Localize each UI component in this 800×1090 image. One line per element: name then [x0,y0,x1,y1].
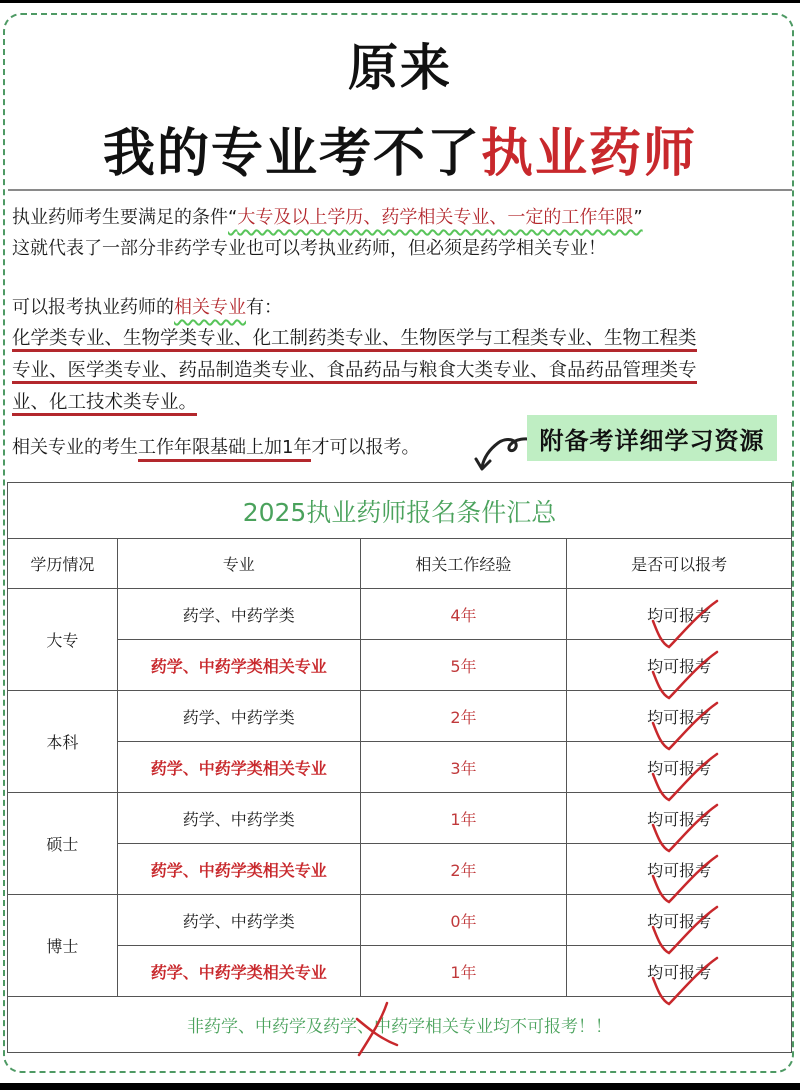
eligible-cell [567,640,792,691]
study-resources-badge[interactable]: 附备考详细学习资源 [527,415,777,461]
intro-highlight [228,207,643,228]
education-cell: 博士 [8,895,118,997]
eligible-text: 均可报考 [647,605,712,625]
eligible-text: 均可报考 [647,707,712,727]
eligible-cell [567,946,792,997]
quote-open: “ [228,207,238,228]
table-row [8,589,792,640]
related-majors-list [12,323,792,419]
quote-close: ” [633,207,643,228]
years-cell: 3年 [360,742,567,793]
header-major: 专业 [117,539,360,589]
major-cell: 药学、中药学类 [117,691,360,742]
years-cell: 1年 [360,793,567,844]
years-cell: 1年 [360,946,567,997]
years-cell: 2年 [360,691,567,742]
eligibility-table [7,482,792,1053]
eligible-cell [567,691,792,742]
eligible-text: 均可报考 [647,809,712,829]
education-cell: 硕士 [8,793,118,895]
note-prefix: 相关专业的考生 [12,437,138,458]
table-row [8,640,792,691]
major-cell: 药学、中药学类相关专业 [117,742,360,793]
title-line-1: 原来 [348,39,452,97]
major-cell: 药学、中药学类相关专业 [117,946,360,997]
major-cell: 药学、中药学类 [117,895,360,946]
major-cell: 药学、中药学类 [117,793,360,844]
title-line-2 [0,111,800,186]
table-header-row [8,539,792,589]
eligible-text: 均可报考 [647,911,712,931]
majors-line-3: 业、化工技术类专业。 [12,392,197,416]
related-lead-prefix: 可以报考执业药师的 [12,297,174,318]
table-row [8,793,792,844]
related-lead-highlight: 相关专业 [174,297,246,318]
divider [8,189,792,191]
eligible-cell [567,793,792,844]
years-cell: 2年 [360,844,567,895]
note-suffix: 才可以报考。 [311,437,420,458]
eligible-cell [567,589,792,640]
header-education: 学历情况 [8,539,118,589]
major-cell: 药学、中药学类相关专业 [117,640,360,691]
related-lead [12,293,282,323]
intro-conditions: 大专及以上学历、药学相关专业、一定的工作年限 [237,207,634,228]
cross-mark-icon [353,999,403,1059]
table-row [8,691,792,742]
intro-line-2: 这就代表了一部分非药学专业也可以考执业药师，但必须是药学相关专业！ [12,238,606,259]
page [0,3,800,1083]
related-lead-suffix: 有： [246,297,282,318]
intro-prefix: 执业药师考生要满足的条件 [12,207,228,228]
eligible-cell [567,895,792,946]
majors-line-2: 专业、医学类专业、药品制造类专业、食品药品与粮食大类专业、食品药品管理类专 [12,360,697,384]
note-highlight: 工作年限基础上加1年 [138,437,311,462]
eligible-text: 均可报考 [647,656,712,676]
education-cell: 本科 [8,691,118,793]
table-row [8,742,792,793]
major-cell: 药学、中药学类相关专业 [117,844,360,895]
majors-line-1: 化学类专业、生物学类专业、化工制药类专业、生物医学与工程类专业、生物工程类 [12,328,697,352]
title-red-part: 执业药师 [481,124,698,184]
header-eligible: 是否可以报考 [567,539,792,589]
years-cell: 0年 [360,895,567,946]
table-footer [8,997,792,1053]
education-cell: 大专 [8,589,118,691]
eligible-text: 均可报考 [647,758,712,778]
table-title: 2025执业药师报名条件汇总 [8,483,792,539]
table-title-row [8,483,792,539]
eligible-cell [567,742,792,793]
years-cell: 4年 [360,589,567,640]
eligible-cell [567,844,792,895]
header-experience: 相关工作经验 [360,539,567,589]
title-black-part: 我的专业考不了 [102,124,481,184]
years-cell: 5年 [360,640,567,691]
footer-text: 非药学、中药学及药学、中药学相关专业均不可报考！！ [187,1017,612,1037]
table-footer-row [8,997,792,1053]
eligible-text: 均可报考 [647,962,712,982]
intro-line-1 [12,203,643,233]
table-row [8,844,792,895]
eligible-text: 均可报考 [647,860,712,880]
related-note [12,433,419,463]
major-cell: 药学、中药学类 [117,589,360,640]
table-row [8,946,792,997]
table-row [8,895,792,946]
